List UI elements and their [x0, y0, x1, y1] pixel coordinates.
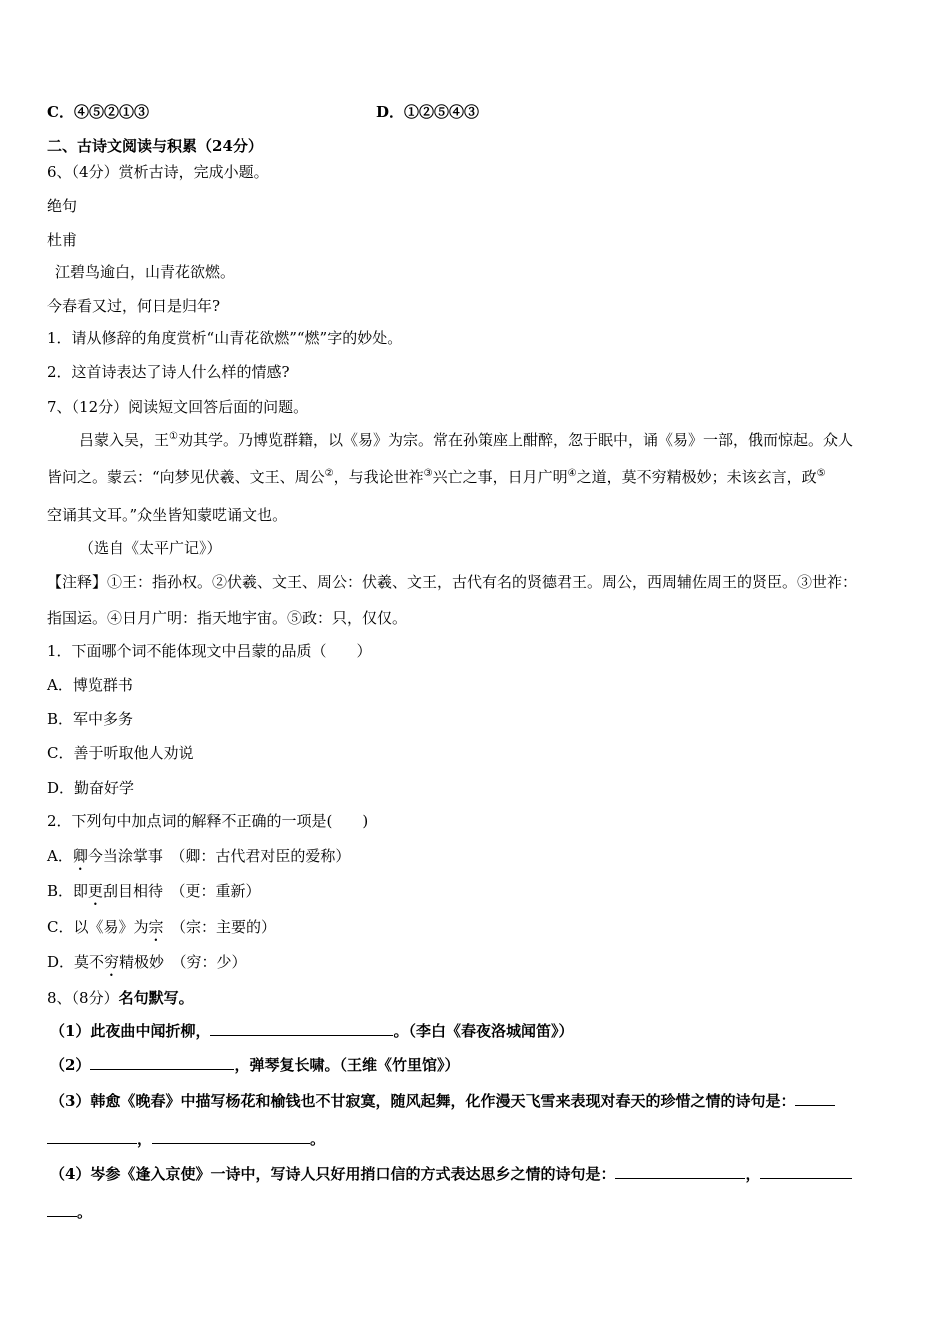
answer-blank[interactable] [615, 1164, 745, 1179]
q7-stem: 7、（12分）阅读短文回答后面的问题。 [47, 398, 309, 416]
notes-line-2: 指国运。④日月广明：指天地宇宙。⑤政：只，仅仅。 [47, 609, 408, 627]
q7-sub1-option-d: D．勤奋好学 [47, 779, 135, 797]
passage-source: （选自《太平广记》） [79, 539, 222, 557]
q8-item-4 [50, 1164, 852, 1184]
q8-stem [47, 988, 194, 1008]
poem-title: 绝句 [47, 197, 78, 215]
q8-title: 名句默写。 [118, 989, 194, 1007]
dotted-word: 更 [88, 882, 104, 900]
passage-line-1 [79, 430, 853, 450]
q8-item-3 [50, 1091, 835, 1111]
q7-sub1-option-b: B．军中多务 [47, 710, 134, 728]
poem-author: 杜甫 [47, 231, 78, 249]
item-text: （3）韩愈《晚春》中描写杨花和榆钱也不甘寂寞，随风起舞，化作漫天飞雪来表现对春天的珍惜之情的诗句是： [50, 1092, 796, 1110]
q7-sub2-option-b [47, 881, 261, 909]
item-text: ，弹琴复长啸。（王维《竹里馆》） [234, 1056, 460, 1074]
passage-text: 皆问之。蒙云：“向梦见伏羲、文王、周公 [47, 468, 325, 486]
passage-text: 兴亡之事，日月广明 [432, 468, 568, 486]
q7-sub1-option-a: A．博览群书 [47, 676, 133, 694]
q8-item-3-cont [47, 1129, 325, 1149]
passage-text: 吕蒙入吴，王 [79, 431, 170, 449]
q7-sub-1: 1．下面哪个词不能体现文中吕蒙的品质（ ） [47, 642, 372, 660]
option-d: D．①②⑤④③ [376, 103, 480, 121]
dotted-word: 宗 [148, 918, 164, 936]
dotted-word: 穷 [104, 953, 120, 971]
option-text: 刮目相待 （更：重新） [103, 882, 261, 900]
passage-text: ，与我论世祚 [333, 468, 424, 486]
q7-sub2-option-a [47, 846, 350, 874]
q7-sub2-option-c [47, 917, 276, 945]
q8-item-4-cont [47, 1202, 92, 1222]
option-c: C．④⑤②①③ [47, 103, 149, 121]
section-title: 二、古诗文阅读与积累（24分） [47, 137, 263, 155]
item-text: （4）岑参《逢入京使》一诗中，写诗人只好用捎口信的方式表达思乡之情的诗句是： [50, 1165, 616, 1183]
item-text: 。 [310, 1130, 326, 1148]
q8-item-2 [50, 1055, 459, 1075]
notes-line-1: 【注释】①王：指孙权。②伏羲、文王、周公：伏羲、文王，古代有名的贤德君王。周公，西周辅佐周王的贤臣。③世祚： [47, 573, 858, 591]
option-text: B．即 [47, 882, 89, 900]
q8-score: 8、（8分） [47, 989, 119, 1007]
item-text: （2） [50, 1056, 91, 1074]
poem-line-1: 江碧鸟逾白，山青花欲燃。 [55, 263, 236, 281]
item-text: ， [745, 1165, 761, 1183]
answer-blank[interactable] [47, 1202, 77, 1217]
item-text: 。（李白《春夜洛城闻笛》） [393, 1022, 574, 1040]
passage-text: 之道，莫不穷精极妙；未该玄言，政 [576, 468, 817, 486]
option-text: C．以《易》为 [47, 918, 149, 936]
answer-blank[interactable] [152, 1129, 310, 1144]
passage-line-2 [47, 467, 826, 487]
option-text: 今当涂掌事 （卿：古代君对臣的爱称） [87, 847, 351, 865]
answer-blank[interactable] [760, 1164, 852, 1179]
q6-sub-1: 1．请从修辞的角度赏析“山青花欲燃”“燃”字的妙处。 [47, 329, 403, 347]
answer-blank[interactable] [47, 1129, 137, 1144]
answer-blank[interactable] [90, 1055, 234, 1070]
item-text: （1）此夜曲中闻折柳， [50, 1022, 211, 1040]
q7-sub2-option-d [47, 952, 247, 980]
answer-blank[interactable] [210, 1021, 393, 1036]
item-text: 。 [77, 1203, 93, 1221]
q8-item-1 [50, 1021, 573, 1041]
q7-sub-2: 2．下列句中加点词的解释不正确的一项是( ) [47, 812, 369, 830]
q6-sub-2: 2．这首诗表达了诗人什么样的情感? [47, 363, 290, 381]
passage-text: 劝其学。乃博览群籍，以《易》为宗。常在孙策座上酣醉，忽于眠中，诵《易》一部，俄而惊起。众人 [177, 431, 853, 449]
q7-sub1-option-c: C．善于听取他人劝说 [47, 744, 194, 762]
footnote-mark: ④ [567, 468, 577, 479]
poem-line-2: 今春看又过，何日是归年? [47, 297, 221, 315]
dotted-word: 卿 [72, 847, 88, 865]
footnote-mark: ② [324, 468, 334, 479]
footnote-mark: ① [169, 431, 178, 442]
option-text: （宗：主要的） [163, 918, 277, 936]
q6-stem: 6、（4分）赏析古诗，完成小题。 [47, 163, 269, 181]
passage-line-3: 空诵其文耳。”众坐皆知蒙呓诵文也。 [47, 506, 288, 524]
option-text: D．莫不 [47, 953, 105, 971]
item-text: ， [137, 1130, 153, 1148]
footnote-mark: ⑤ [816, 468, 826, 479]
option-text: A． [47, 847, 73, 865]
option-text: 精极妙 （穷：少） [119, 953, 247, 971]
answer-blank[interactable] [795, 1091, 835, 1106]
footnote-mark: ③ [423, 468, 433, 479]
